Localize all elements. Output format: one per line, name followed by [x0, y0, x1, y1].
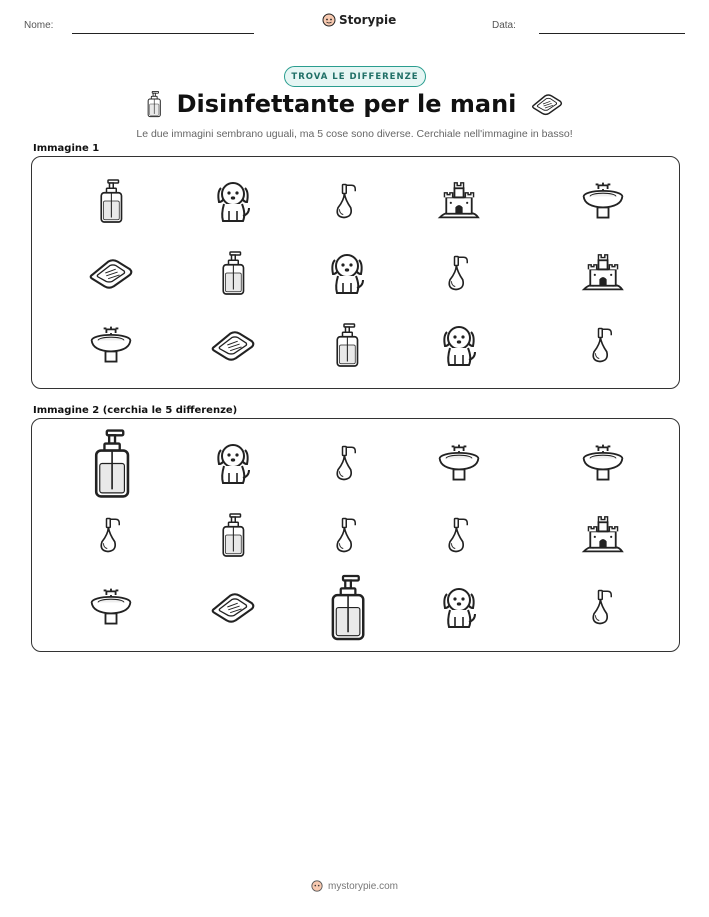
- panel-1-label: Immagine 1: [33, 143, 100, 154]
- grid-cell[interactable]: [557, 499, 649, 571]
- sandcastle-icon: [580, 253, 626, 293]
- image-2-panel[interactable]: [31, 418, 680, 652]
- storypie-mascot-icon: [311, 880, 323, 892]
- grid-cell: [413, 165, 505, 237]
- brand-logo: [322, 13, 396, 27]
- grid-cell[interactable]: [413, 499, 505, 571]
- grid-cell: [557, 237, 649, 309]
- puppy-icon: [327, 250, 367, 296]
- sink-icon: [88, 325, 134, 365]
- soap-drop-icon: [96, 515, 126, 555]
- panel-2-label: Immagine 2 (cerchia le 5 differenze): [33, 405, 238, 416]
- grid-cell: [301, 165, 393, 237]
- grid-cell[interactable]: [413, 571, 505, 643]
- sink-icon: [436, 443, 482, 483]
- grid-cell: [65, 165, 157, 237]
- grid-cell[interactable]: [557, 427, 649, 499]
- title-row: [0, 90, 709, 118]
- sink-icon: [580, 443, 626, 483]
- grid-cell[interactable]: [557, 571, 649, 643]
- puppy-icon: [439, 584, 479, 630]
- sanitizer-bottle-icon: [88, 428, 135, 499]
- grid-cell[interactable]: [65, 499, 157, 571]
- grid-cell[interactable]: [301, 499, 393, 571]
- grid-cell[interactable]: [65, 571, 157, 643]
- soap-bar-icon: [530, 92, 564, 116]
- sanitizer-bottle-icon: [332, 322, 362, 368]
- grid-cell: [187, 309, 279, 381]
- grid-cell[interactable]: [187, 499, 279, 571]
- date-label: Data:: [492, 20, 516, 31]
- soap-bar-icon: [209, 590, 257, 624]
- sandcastle-icon: [580, 515, 626, 555]
- storypie-mascot-icon: [322, 13, 336, 27]
- grid-cell: [65, 237, 157, 309]
- puppy-icon: [213, 440, 253, 486]
- grid-cell: [301, 309, 393, 381]
- soap-drop-icon: [444, 515, 474, 555]
- grid-cell[interactable]: [413, 427, 505, 499]
- instructions: Le due immagini sembrano uguali, ma 5 cose sono diverse. Cerchiale nell'immagine in basso!: [136, 128, 573, 140]
- soap-drop-icon: [332, 181, 362, 221]
- name-line[interactable]: [72, 33, 254, 34]
- sanitizer-bottle-icon: [325, 573, 370, 642]
- grid-cell: [413, 237, 505, 309]
- grid-cell: [413, 309, 505, 381]
- sanitizer-bottle-icon: [218, 512, 248, 558]
- grid-cell: [187, 165, 279, 237]
- sink-icon: [580, 181, 626, 221]
- footer: [0, 880, 709, 892]
- brand-name: Storypie: [339, 13, 397, 27]
- soap-bar-icon: [209, 328, 257, 362]
- image-1-panel: [31, 156, 680, 389]
- sanitizer-bottle-icon: [218, 250, 248, 296]
- grid-cell: [557, 309, 649, 381]
- soap-drop-icon: [588, 325, 618, 365]
- grid-cell[interactable]: [301, 427, 393, 499]
- soap-drop-icon: [444, 253, 474, 293]
- puppy-icon: [439, 322, 479, 368]
- sink-icon: [88, 587, 134, 627]
- name-label: Nome:: [24, 20, 54, 31]
- footer-url: mystorypie.com: [327, 880, 398, 892]
- page-title: Disinfettante per le mani: [176, 90, 517, 118]
- sanitizer-bottle-icon: [145, 90, 163, 118]
- soap-drop-icon: [332, 443, 362, 483]
- soap-drop-icon: [332, 515, 362, 555]
- grid-cell: [187, 237, 279, 309]
- grid-cell[interactable]: [65, 427, 157, 499]
- sanitizer-bottle-icon: [96, 178, 126, 224]
- grid-cell[interactable]: [187, 571, 279, 643]
- grid-cell: [557, 165, 649, 237]
- puppy-icon: [213, 178, 253, 224]
- grid-cell: [301, 237, 393, 309]
- activity-type-badge: TROVA LE DIFFERENZE: [284, 66, 426, 87]
- grid-cell[interactable]: [301, 571, 393, 643]
- sandcastle-icon: [436, 181, 482, 221]
- grid-cell: [65, 309, 157, 381]
- soap-bar-icon: [87, 256, 135, 290]
- grid-cell[interactable]: [187, 427, 279, 499]
- date-line[interactable]: [539, 33, 685, 34]
- soap-drop-icon: [588, 587, 618, 627]
